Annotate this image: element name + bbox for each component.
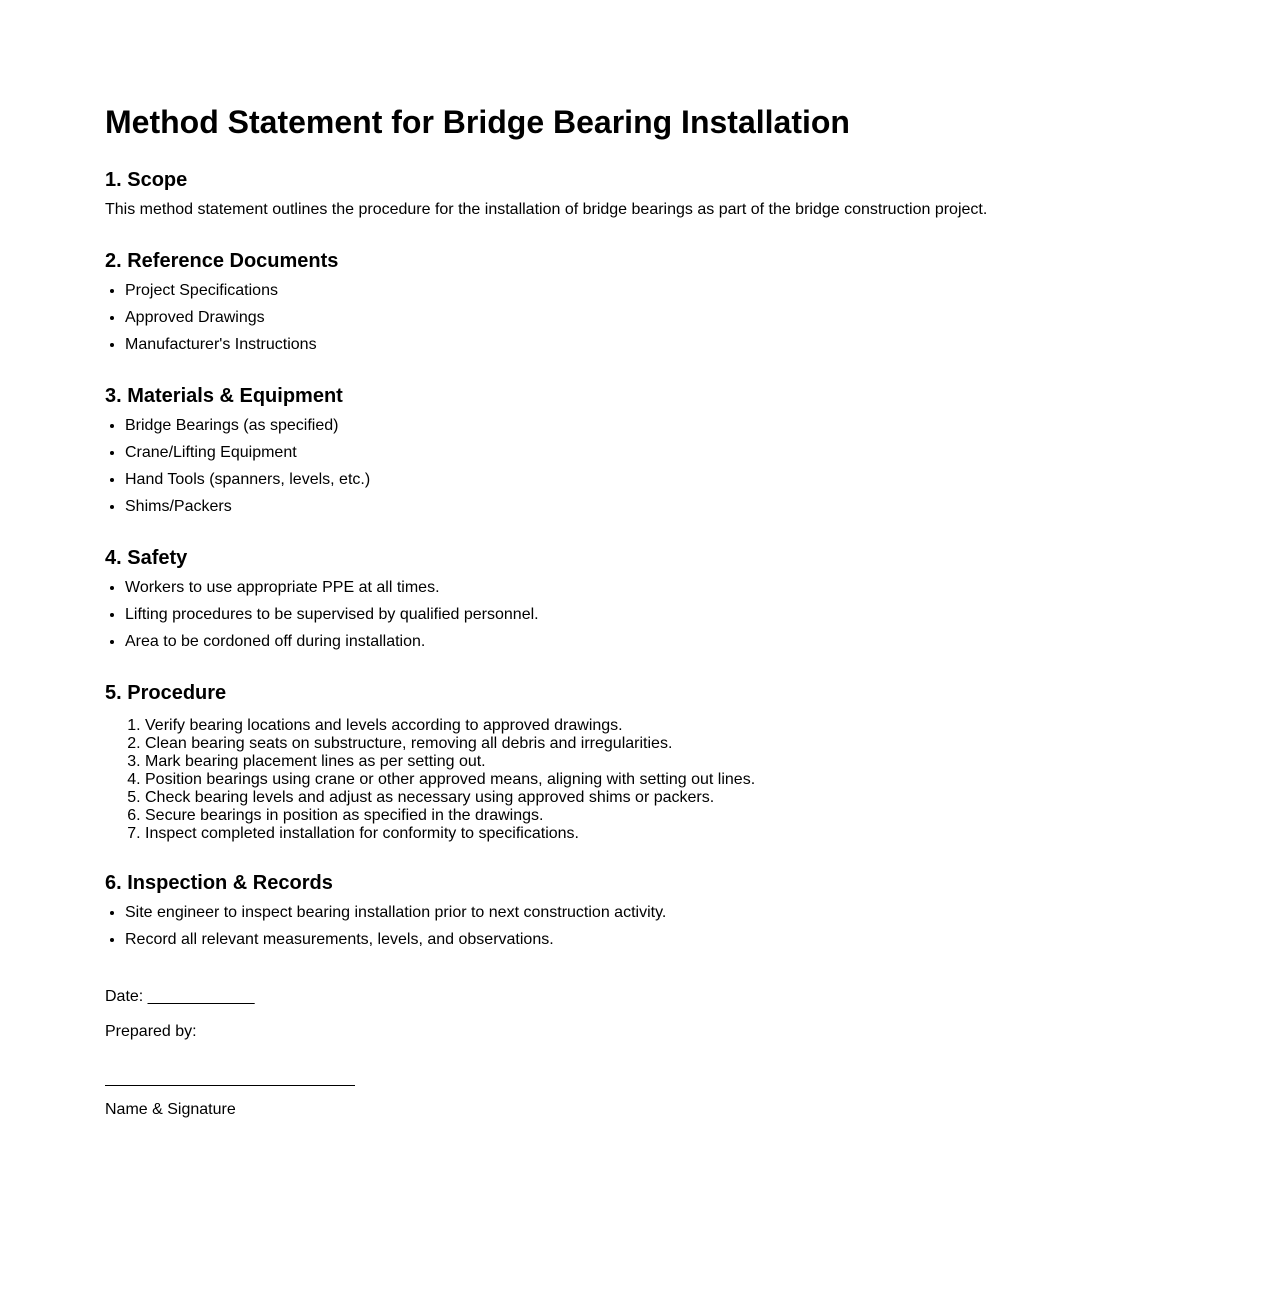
- signature-block: [105, 987, 1158, 1119]
- safety-list: [105, 578, 1158, 651]
- procedure-step: 1. Verify bearing locations and levels according to approved drawings.: [145, 717, 1158, 735]
- section-heading-references: 2. Reference Documents: [105, 250, 339, 272]
- materials-list: [105, 416, 1158, 516]
- procedure-step: 6. Secure bearings in position as specified in the drawings.: [145, 807, 1158, 825]
- inspection-list: [105, 903, 1158, 949]
- procedure-step: 3. Mark bearing placement lines as per setting out.: [145, 753, 1158, 771]
- list-item: • Lifting procedures to be supervised by qualified personnel.: [125, 605, 1158, 624]
- list-item: • Bridge Bearings (as specified): [125, 416, 1158, 435]
- signature-line: [105, 1085, 355, 1086]
- procedure-steps: [105, 717, 1158, 843]
- section-heading-inspection: 6. Inspection & Records: [105, 872, 333, 894]
- document-title: Method Statement for Bridge Bearing Installation: [105, 104, 850, 140]
- list-item: • Shims/Packers: [125, 497, 1158, 516]
- list-item: • Site engineer to inspect bearing installation prior to next construction activity.: [125, 903, 1158, 922]
- list-item: • Workers to use appropriate PPE at all times.: [125, 578, 1158, 597]
- list-item: • Area to be cordoned off during installation.: [125, 632, 1158, 651]
- list-item: • Hand Tools (spanners, levels, etc.): [125, 470, 1158, 489]
- spacer: [105, 843, 1158, 871]
- section-heading-scope: 1. Scope: [105, 169, 188, 191]
- list-item: • Approved Drawings: [125, 308, 1158, 327]
- list-item: • Record all relevant measurements, levels, and observations.: [125, 930, 1158, 949]
- spacer: [105, 362, 1158, 384]
- spacer: [105, 659, 1158, 681]
- spacer: [105, 219, 1158, 249]
- scope-text: This method statement outlines the procedure for the installation of bridge bearings as part of the bridge construction project.: [105, 201, 988, 218]
- list-item: • Manufacturer's Instructions: [125, 335, 1158, 354]
- signature-label: Name & Signature: [105, 1101, 236, 1118]
- procedure-step: 4. Position bearings using crane or other approved means, aligning with setting out lines.: [145, 771, 1158, 789]
- procedure-step: 2. Clean bearing seats on substructure, removing all debris and irregularities.: [145, 735, 1158, 753]
- references-list: [105, 281, 1158, 354]
- prepared-by-label: Prepared by:: [105, 1023, 197, 1040]
- section-heading-safety: 4. Safety: [105, 547, 188, 569]
- section-heading-materials: 3. Materials & Equipment: [105, 385, 343, 407]
- list-item: • Project Specifications: [125, 281, 1158, 300]
- list-item: • Crane/Lifting Equipment: [125, 443, 1158, 462]
- procedure-step: 7. Inspect completed installation for conformity to specifications.: [145, 825, 1158, 843]
- date-field: Date: ____________: [105, 988, 255, 1005]
- procedure-step: 5. Check bearing levels and adjust as necessary using approved shims or packers.: [145, 789, 1158, 807]
- spacer: [105, 524, 1158, 546]
- section-heading-procedure: 5. Procedure: [105, 682, 227, 704]
